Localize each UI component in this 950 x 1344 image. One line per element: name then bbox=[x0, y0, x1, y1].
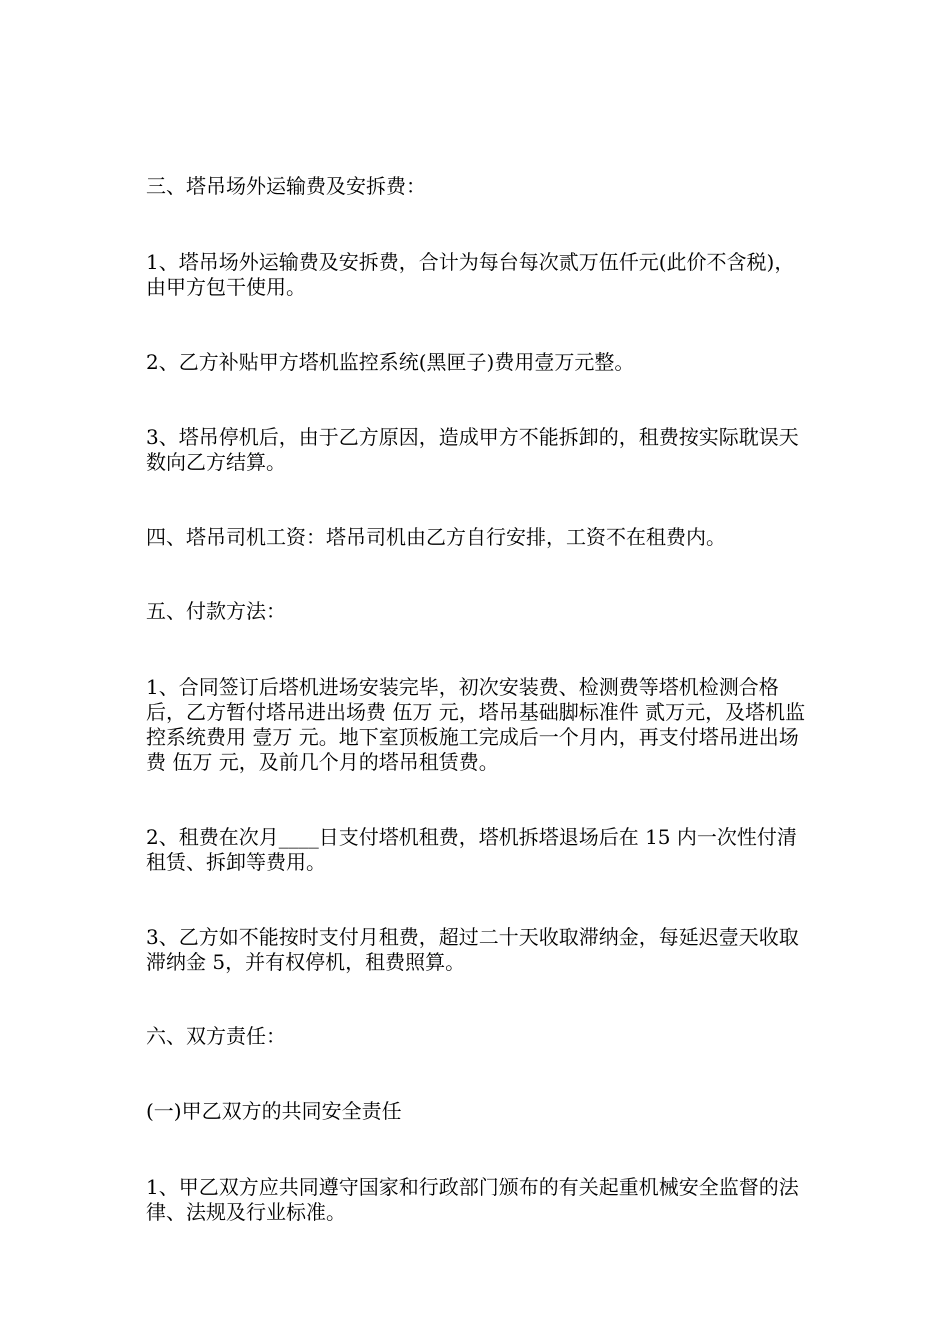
section-heading-responsibilities: 六、双方责任： bbox=[146, 1024, 286, 1048]
section-heading-transport-fees: 三、塔吊场外运输费及安拆费： bbox=[146, 174, 426, 198]
clause-late-fee: 3、乙方如不能按时支付月租费，超过二十天收取滞纳金，每延迟壹天收取滞纳金 5，并有权停机，租费照算。 bbox=[146, 925, 799, 974]
clause-transport-fee-amount: 1、塔吊场外运输费及安拆费，合计为每台每次贰万伍仟元(此价不含税)，由甲方包干使用。 bbox=[146, 250, 795, 299]
clause-monitoring-subsidy: 2、乙方补贴甲方塔机监控系统(黑匣子)费用壹万元整。 bbox=[146, 350, 635, 374]
clause-shutdown-delay: 3、塔吊停机后，由于乙方原因，造成甲方不能拆卸的，租费按实际耽误天数向乙方结算。 bbox=[146, 425, 799, 474]
clause-monthly-rent: 2、租费在次月____日支付塔机租费，塔机拆塔退场后在 15 内一次性付清租赁、拆卸等费用。 bbox=[146, 825, 797, 874]
section-heading-payment-method: 五、付款方法： bbox=[146, 599, 286, 623]
section-heading-driver-wages: 四、塔吊司机工资：塔吊司机由乙方自行安排，工资不在租费内。 bbox=[146, 525, 726, 549]
subsection-heading-shared-safety: (一)甲乙双方的共同安全责任 bbox=[146, 1099, 402, 1123]
clause-initial-payment: 1、合同签订后塔机进场安装完毕，初次安装费、检测费等塔机检测合格后，乙方暂付塔吊进出场费 伍万 元，塔吊基础脚标准件 贰万元，及塔机监控系统费用 壹万 元。地下室顶板施工完成后一个月内，再支付塔吊进出场费 伍万 元，及前几个月的塔吊租赁费。 bbox=[146, 675, 806, 774]
clause-legal-compliance: 1、甲乙双方应共同遵守国家和行政部门颁布的有关起重机械安全监督的法律、法规及行业标准。 bbox=[146, 1175, 799, 1224]
